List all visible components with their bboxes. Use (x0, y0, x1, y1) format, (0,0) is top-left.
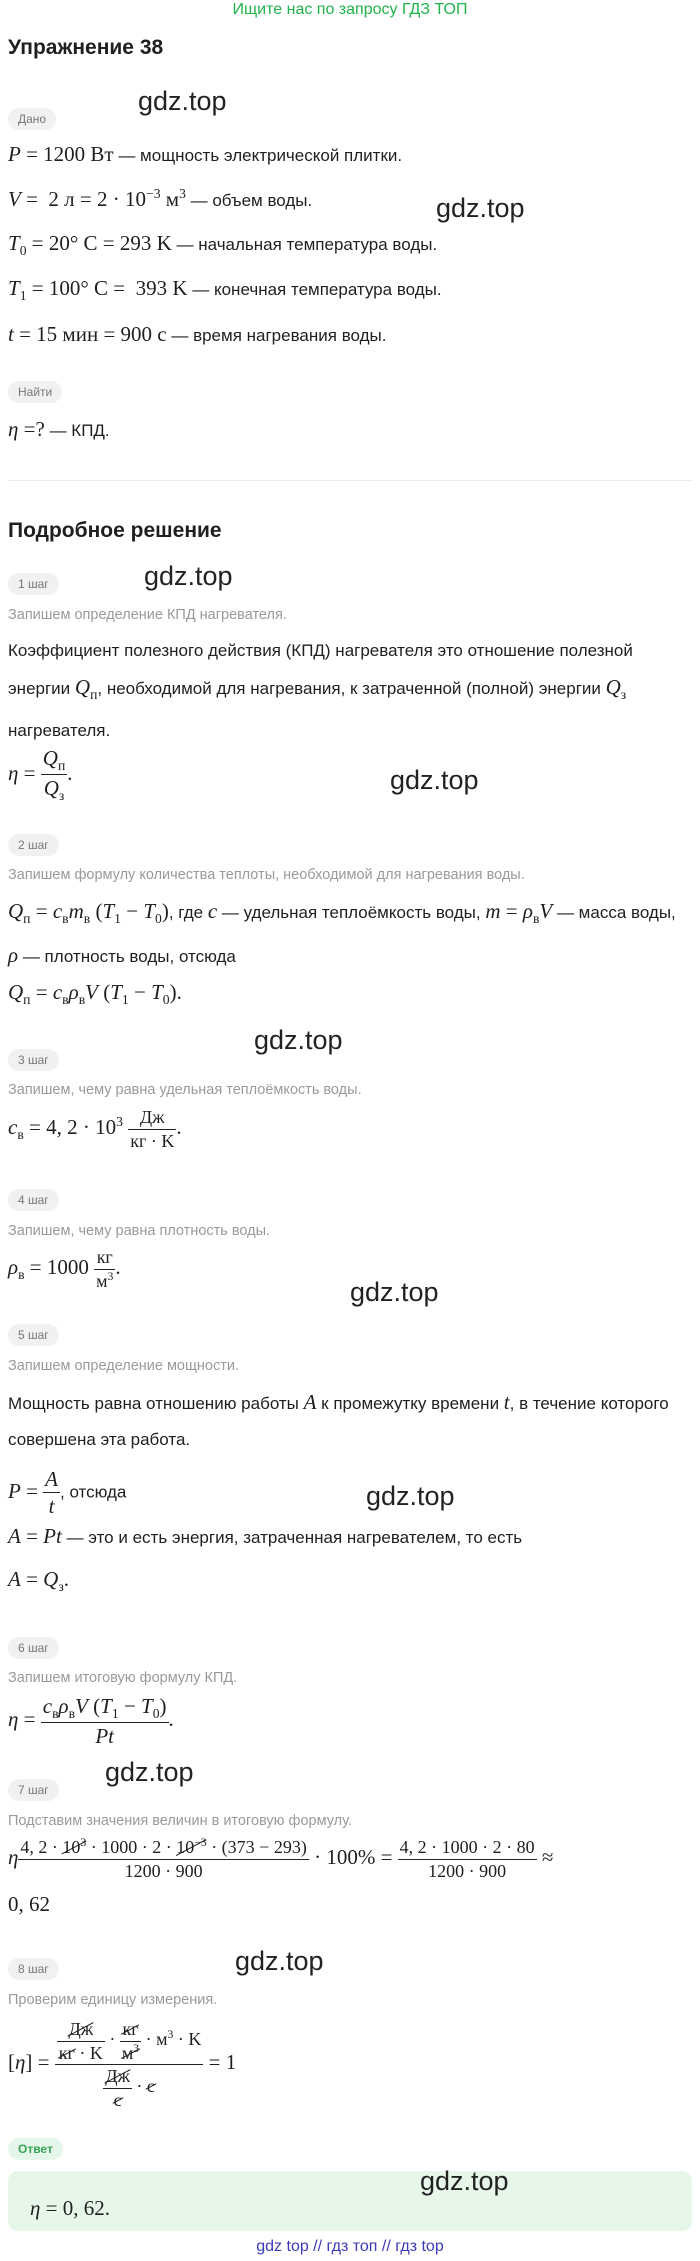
top-banner[interactable]: Ищите нас по запросу ГДЗ ТОП (232, 1, 468, 18)
step8-note: Проверим единицу измерения. (8, 1992, 218, 2008)
step6-badge: 6 шаг (8, 1637, 59, 1659)
step5-power-formula: P = $\frac{A}{t}$ , отсюда (8, 1467, 127, 1519)
step1-text: Коэффициент полезного действия (КПД) нагревателя это отношение полезной энергии $Q_п$, необходимой для нагревания, к затраченной (полной) энергии $Q_з$ нагревателя. (8, 641, 633, 741)
answer-formula: η = 0, 62. (30, 2196, 111, 2220)
watermark: gdz.top (235, 1946, 324, 1976)
watermark: gdz.top (420, 2166, 509, 2196)
step5-text: Мощность равна отношению работы A к промежутку времени t, в течение которого совершена эта работа. (8, 1390, 669, 1449)
step3-formula: $c_в = 4$, $2 \cdot 10^3$ $\frac{Дж}{кг \cdot K}$ . (8, 1107, 182, 1151)
watermark: gdz.top (350, 1277, 439, 1307)
answer-badge: Ответ (8, 2138, 63, 2160)
step2-badge: 2 шаг (8, 834, 59, 856)
step7-result: 0, 62 (8, 1892, 50, 1916)
step5-work-formula: A = Pt — это и есть энергия, затраченная нагревателем, то есть (8, 1524, 523, 1548)
step7-badge: 7 шаг (8, 1779, 59, 1801)
step3-badge: 3 шаг (8, 1049, 59, 1071)
footer-link-gdz-top[interactable]: gdz top (256, 2238, 309, 2255)
step1-note: Запишем определение КПД нагревателя. (8, 607, 287, 623)
step8-formula: [η] = $\frac{Дж}{кг \cdot K}$ · $\frac{кг}{м^3}$ · $м^3 \cdot K$ $\frac{Дж}{с}$ · с = 1 (8, 2019, 237, 2110)
step5-note: Запишем определение мощности. (8, 1358, 240, 1374)
footer-separator: // (308, 2238, 327, 2255)
footer-separator: // (377, 2238, 396, 2255)
footer-link-gdz-top-mixed[interactable]: гдз top (395, 2238, 444, 2255)
watermark: gdz.top (138, 86, 227, 116)
given-time: t = 15 мин = 900 с — время нагревания воды. (8, 322, 387, 346)
step4-formula: $\rho_в = 1000$ $\frac{кг}{м^3}$ . (8, 1247, 121, 1291)
answer-box (8, 2171, 692, 2231)
step6-formula: η = $\frac{c_в\rho_вV (T_1 - T_0)}{Pt}$ . (8, 1694, 174, 1749)
watermark: gdz.top (105, 1757, 194, 1787)
watermark: gdz.top (144, 561, 233, 591)
step7-note: Подставим значения величин в итоговую формулу. (8, 1813, 352, 1829)
watermark: gdz.top (390, 765, 479, 795)
watermark: gdz.top (366, 1481, 455, 1511)
find-badge: Найти (8, 381, 62, 403)
footer-links (0, 2238, 700, 2256)
step2-formula: $Q_п = c_в\rho_вV$ $(T_1 - T_0)$. (8, 980, 182, 1008)
step8-badge: 8 шаг (8, 1958, 59, 1980)
step5-energy-formula: $A = Q_з$. (8, 1567, 69, 1595)
given-power: P = 1200 Вт — мощность электрической плитки. (8, 142, 403, 166)
footer-link-gdz-top-ru[interactable]: гдз топ (326, 2238, 378, 2255)
step6-note: Запишем итоговую формулу КПД. (8, 1670, 238, 1686)
find-efficiency: η =? — КПД. (8, 417, 110, 441)
step1-formula: η = $\frac{Q_п}{Q_з}$ . (8, 746, 73, 804)
solution-title: Подробное решение (8, 519, 222, 542)
given-volume: V = 2 $л = 2 \cdot 10^{-3}$ $м^3$ — объем воды. (8, 186, 313, 211)
given-final-temp: $T_1 = 100^\circ$ C = 393 K — конечная температура воды. (8, 276, 442, 304)
step2-note: Запишем формулу количества теплоты, необходимой для нагревания воды. (8, 867, 525, 883)
given-initial-temp: $T_0 = 20^\circ$ C = 293 K — начальная температура воды. (8, 231, 438, 259)
step4-note: Запишем, чему равна плотность воды. (8, 1223, 271, 1239)
step4-badge: 4 шаг (8, 1189, 59, 1211)
step3-note: Запишем, чему равна удельная теплоёмкость воды. (8, 1082, 362, 1098)
exercise-title: Упражнение 38 (8, 36, 164, 59)
divider (8, 480, 692, 481)
step5-badge: 5 шаг (8, 1324, 59, 1346)
step7-formula: η $\frac{4, 2 \cdot 10^3 \cdot 1000 \cdot 2 \cdot 10^{-3} \cdot (373 - 293)}{1200 \cdot 900}$ · 100% = $\frac{4, 2 \cdot 1000 \cdot 2 \cdot 80}{1200 \cdot 900}$ ≈ (8, 1836, 554, 1881)
step1-badge: 1 шаг (8, 573, 59, 595)
watermark: gdz.top (436, 193, 525, 223)
watermark: gdz.top (254, 1025, 343, 1055)
given-badge: Дано (8, 108, 56, 130)
step2-text: $Q_п = c_вm_в$ $(T_1 - T_0)$, где c — удельная теплоёмкость воды, $m = \rho_вV$ — масса воды, ρ — плотность воды, отсюда (8, 899, 676, 968)
